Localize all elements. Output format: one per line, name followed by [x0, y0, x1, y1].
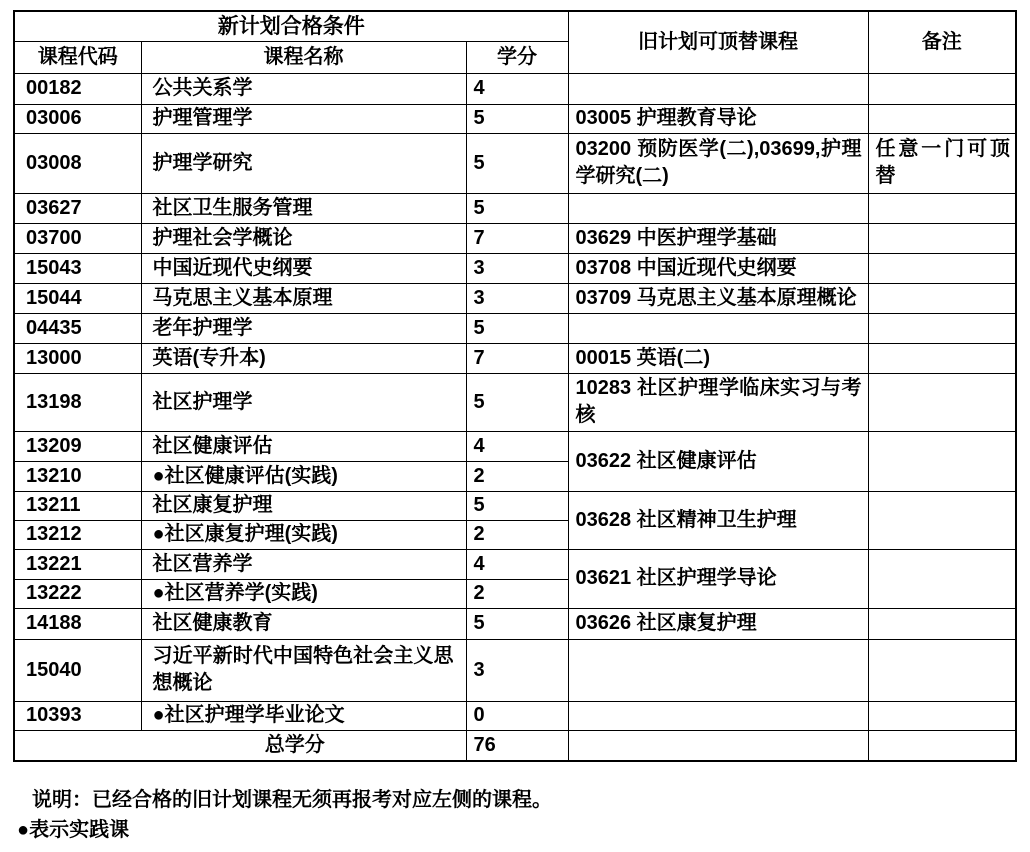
table-row [14, 223, 1016, 253]
old-plan-cell: 03622 社区健康评估 [568, 431, 868, 491]
remark-cell [868, 104, 1016, 133]
old-plan-cell: 00015 英语(二) [568, 343, 868, 373]
old-plan-cell [568, 313, 868, 343]
old-plan-cell [568, 730, 868, 761]
remark-cell [868, 373, 1016, 431]
course-name-cell: 社区卫生服务管理 [141, 193, 466, 223]
old-plan-cell: 03626 社区康复护理 [568, 608, 868, 639]
table-row [14, 73, 1016, 104]
header-row-group [14, 11, 1016, 41]
header-new-plan-group: 新计划合格条件 [14, 11, 568, 41]
course-name-cell: 社区康复护理 [141, 491, 466, 520]
credits-cell: 2 [466, 520, 568, 549]
credits-cell: 2 [466, 461, 568, 491]
credits-cell: 3 [466, 253, 568, 283]
course-name-cell: 社区健康评估 [141, 431, 466, 461]
remark-cell [868, 730, 1016, 761]
course-code-cell: 15040 [14, 639, 141, 701]
course-name-cell: ●社区护理学毕业论文 [141, 701, 466, 730]
remark-cell [868, 343, 1016, 373]
course-name-cell: 英语(专升本) [141, 343, 466, 373]
course-code-cell: 14188 [14, 608, 141, 639]
course-code-cell: 03700 [14, 223, 141, 253]
course-name-cell: ●社区康复护理(实践) [141, 520, 466, 549]
old-plan-cell: 03709 马克思主义基本原理概论 [568, 283, 868, 313]
header-course-name: 课程名称 [141, 41, 466, 73]
course-code-cell: 13209 [14, 431, 141, 461]
course-name-cell: 老年护理学 [141, 313, 466, 343]
table-row [14, 253, 1016, 283]
remark-cell [868, 223, 1016, 253]
table-row [14, 701, 1016, 730]
table-row [14, 608, 1016, 639]
course-code-cell: 04435 [14, 313, 141, 343]
old-plan-cell: 03200 预防医学(二),03699,护理学研究(二) [568, 133, 868, 193]
remark-cell [868, 73, 1016, 104]
course-name-cell: ●社区健康评估(实践) [141, 461, 466, 491]
course-code-cell: 13222 [14, 579, 141, 608]
course-code-cell: 00182 [14, 73, 141, 104]
table-row [14, 104, 1016, 133]
course-name-cell: 社区健康教育 [141, 608, 466, 639]
course-code-cell: 15043 [14, 253, 141, 283]
course-code-cell: 03006 [14, 104, 141, 133]
remark-cell [868, 431, 1016, 491]
header-course-code: 课程代码 [14, 41, 141, 73]
table-row [14, 431, 1016, 461]
course-equivalency-table [13, 10, 1017, 762]
table-row [14, 491, 1016, 520]
old-plan-cell [568, 73, 868, 104]
old-plan-cell: 03628 社区精神卫生护理 [568, 491, 868, 549]
course-code-cell: 13210 [14, 461, 141, 491]
course-code-cell: 15044 [14, 283, 141, 313]
remark-cell [868, 639, 1016, 701]
table-row [14, 313, 1016, 343]
course-code-cell: 03627 [14, 193, 141, 223]
course-name-cell: 社区护理学 [141, 373, 466, 431]
table-row [14, 133, 1016, 193]
course-name-cell: 习近平新时代中国特色社会主义思想概论 [141, 639, 466, 701]
practice-course-legend: ●表示实践课 [17, 819, 130, 841]
credits-cell: 4 [466, 549, 568, 579]
explanation-note: 说明：已经合格的旧计划课程无须再报考对应左侧的课程。 [32, 789, 552, 811]
total-credits-row [14, 730, 1016, 761]
table-row [14, 373, 1016, 431]
course-code-cell: 03008 [14, 133, 141, 193]
credits-cell: 5 [466, 313, 568, 343]
remark-cell [868, 701, 1016, 730]
remark-cell: 任意一门可顶替 [868, 133, 1016, 193]
old-plan-cell: 03005 护理教育导论 [568, 104, 868, 133]
course-code-cell: 13211 [14, 491, 141, 520]
credits-cell: 5 [466, 193, 568, 223]
table-row [14, 193, 1016, 223]
course-name-cell: 社区营养学 [141, 549, 466, 579]
old-plan-cell [568, 639, 868, 701]
remark-cell [868, 313, 1016, 343]
course-code-cell: 10393 [14, 701, 141, 730]
old-plan-cell: 03708 中国近现代史纲要 [568, 253, 868, 283]
credits-cell: 4 [466, 73, 568, 104]
header-old-plan: 旧计划可顶替课程 [568, 11, 868, 73]
header-credits: 学分 [466, 41, 568, 73]
table-row [14, 283, 1016, 313]
old-plan-cell: 10283 社区护理学临床实习与考核 [568, 373, 868, 431]
course-code-cell: 13221 [14, 549, 141, 579]
credits-cell: 3 [466, 283, 568, 313]
credits-cell: 0 [466, 701, 568, 730]
remark-cell [868, 193, 1016, 223]
table-row [14, 639, 1016, 701]
credits-cell: 2 [466, 579, 568, 608]
total-credits-value: 76 [466, 730, 568, 761]
credits-cell: 5 [466, 104, 568, 133]
course-name-cell: ●社区营养学(实践) [141, 579, 466, 608]
remark-cell [868, 283, 1016, 313]
remark-cell [868, 253, 1016, 283]
credits-cell: 5 [466, 133, 568, 193]
course-code-cell: 13198 [14, 373, 141, 431]
header-remark: 备注 [868, 11, 1016, 73]
course-name-cell: 公共关系学 [141, 73, 466, 104]
credits-cell: 7 [466, 343, 568, 373]
course-name-cell: 中国近现代史纲要 [141, 253, 466, 283]
remark-cell [868, 549, 1016, 608]
course-name-cell: 护理社会学概论 [141, 223, 466, 253]
course-name-cell: 护理管理学 [141, 104, 466, 133]
credits-cell: 3 [466, 639, 568, 701]
credits-cell: 5 [466, 608, 568, 639]
old-plan-cell [568, 701, 868, 730]
credits-cell: 5 [466, 491, 568, 520]
credits-cell: 7 [466, 223, 568, 253]
course-name-cell: 护理学研究 [141, 133, 466, 193]
course-code-cell: 13000 [14, 343, 141, 373]
table-row [14, 343, 1016, 373]
total-credits-label: 总学分 [14, 730, 466, 761]
old-plan-cell: 03621 社区护理学导论 [568, 549, 868, 608]
old-plan-cell: 03629 中医护理学基础 [568, 223, 868, 253]
course-code-cell: 13212 [14, 520, 141, 549]
remark-cell [868, 608, 1016, 639]
course-name-cell: 马克思主义基本原理 [141, 283, 466, 313]
credits-cell: 5 [466, 373, 568, 431]
credits-cell: 4 [466, 431, 568, 461]
remark-cell [868, 491, 1016, 549]
old-plan-cell [568, 193, 868, 223]
table-row [14, 549, 1016, 579]
